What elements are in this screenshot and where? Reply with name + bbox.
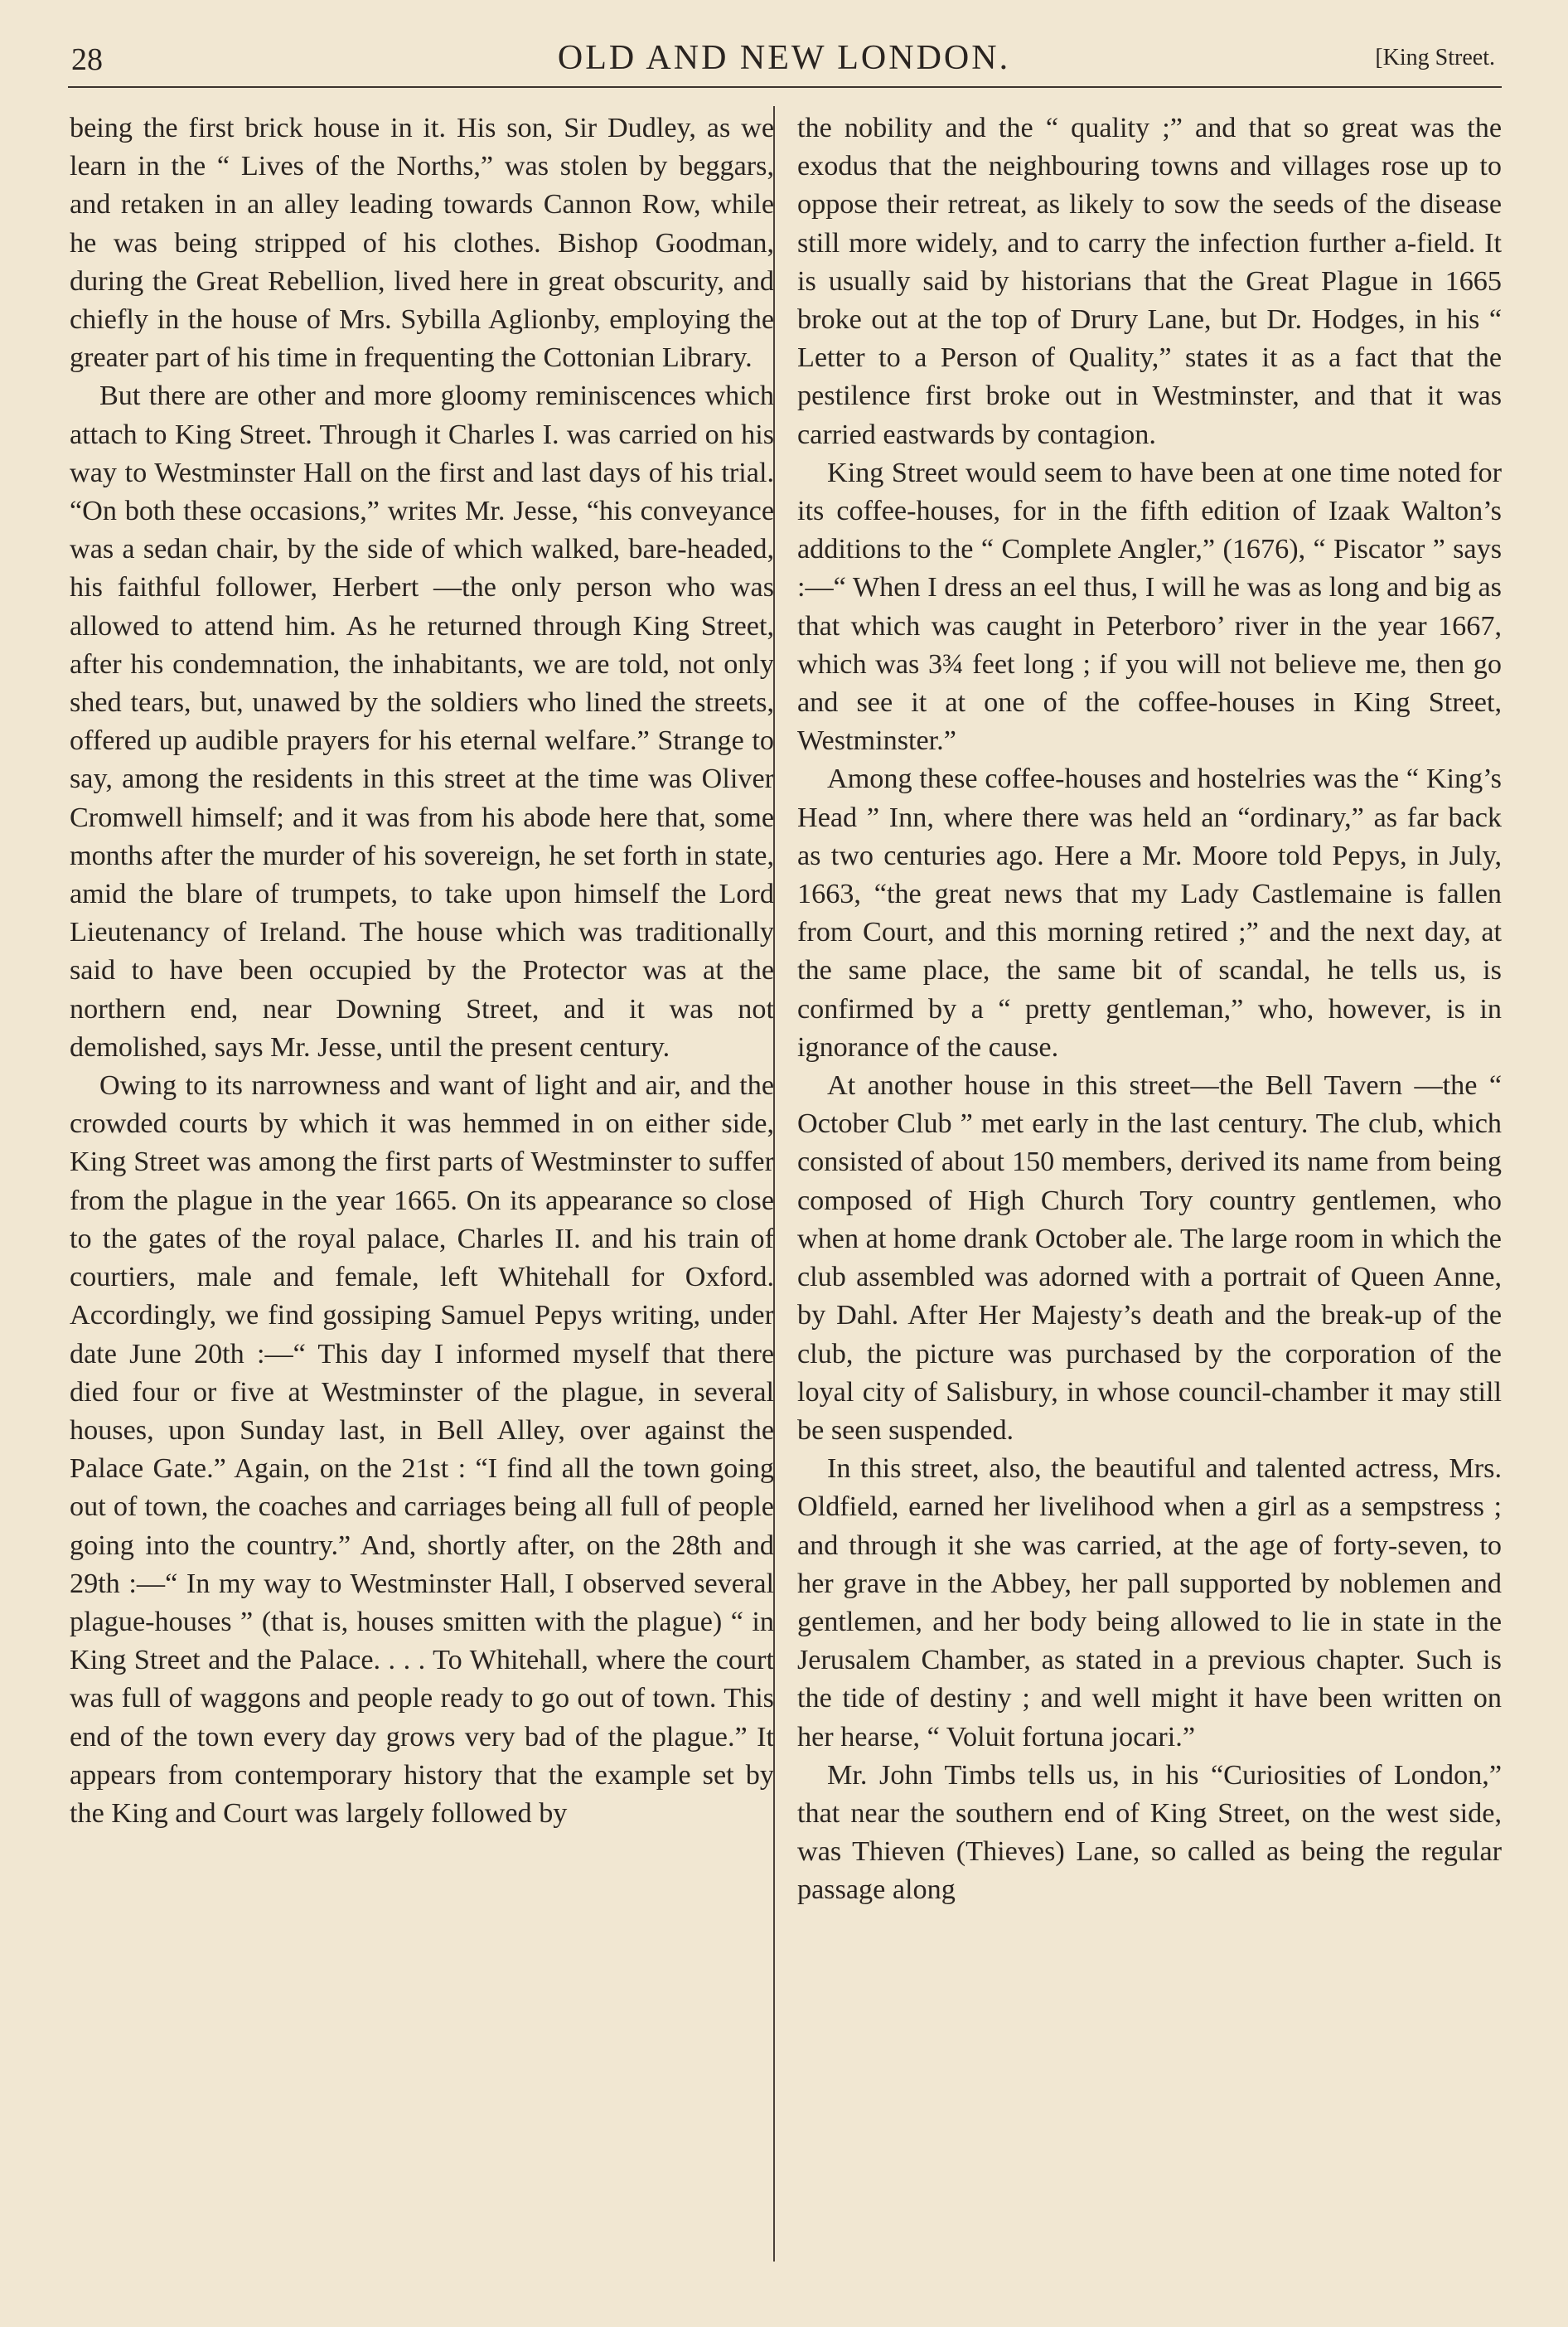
paragraph: being the first brick house in it. His son, Sir Dudley, as we learn in the “ Lives of the Norths,” was stolen by beggars, and retaken in an alley leading towards Cannon Row, while he was being stripped of his clothes. Bishop Goodman, during the Great Rebellion, lived here in great obscurity, and chiefly in the house of Mrs. Sybilla Aglionby, employing the greater part of his time in frequenting the Cottonian Library. [70, 113, 774, 374]
page-number: 28 [71, 42, 103, 77]
running-title: OLD AND NEW LONDON. [557, 39, 1011, 77]
paragraph: At another house in this street—the Bell Tavern —the “ October Club ” met early in the last century. The club, which consisted of about 150 members, derived its name from being composed of High Church Tory country gentlemen, who when at home drank October ale. The large room in which the club assembled was adorned with a portrait of Queen Anne, by Dahl. After Her Majesty’s death and the break-up of the club, the picture was purchased by the corporation of the loyal city of Salisbury, in whose council-chamber it may still be seen suspended. [797, 1070, 1502, 1446]
paragraph: the nobility and the “ quality ;” and that so great was the exodus that the neighbouring towns and villages rose up to oppose their retreat, as likely to sow the seeds of the disease still more widely, and to carry the infection further a-field. It is usually said by historians that the Great Plague in 1665 broke out at the top of Drury Lane, but Dr. Hodges, in his “ Letter to a Person of Quality,” states it as a fact that the pestilence first broke out in Westminster, and that it was carried eastwards by contagion. [797, 113, 1502, 450]
paragraph: King Street would seem to have been at one time noted for its coffee-houses, for in the fifth edition of Izaak Walton’s additions to the “ Complete Angler,” (1676), “ Piscator ” says :—“ When I dress an eel thus, I will he was as long and big as that which was caught in Peterboro’ river in the year 1667, which was 3¾ feet long ; if you will not believe me, then go and see it at one of the coffee-houses in King Street, Westminster.” [797, 457, 1502, 757]
header-rule [68, 86, 1502, 88]
section-title: [King Street. [1375, 45, 1495, 70]
column-divider [773, 106, 775, 2262]
paragraph: Owing to its narrowness and want of light and air, and the crowded courts by which it was hemmed in on either side, King Street was among the first parts of Westminster to suffer from the plague in the year 1665. On its appearance so close to the gates of the royal palace, Charles II. and his train of courtiers, male and female, left Whitehall for Oxford. Accordingly, we find gossiping Samuel Pepys writing, under date June 20th :—“ This day I informed myself that there died four or five at Westminster of the plague, in several houses, upon Sunday last, in Bell Alley, over against the Palace Gate.” Again, on the 21st : “I find all the town going out of town, the coaches and carriages being all full of people going into the country.” And, shortly after, on the 28th and 29th :—“ In my way to Westminster Hall, I observed several plague-houses ” (that is, houses smitten with the plague) “ in King Street and the Palace. . . . To Whitehall, where the court was full of waggons and people ready to go out of town. This end of the town every day grows very bad of the plague.” It appears from contemporary history that the example set by the King and Court was largely followed by [70, 1070, 774, 1829]
paragraph: But there are other and more gloomy reminiscences which attach to King Street. Through it Charles I. was carried on his way to Westminster Hall on the first and last days of his trial. “On both these occasions,” writes Mr. Jesse, “his conveyance was a sedan chair, by the side of which walked, bare-headed, his faithful follower, Herbert —the only person who was allowed to attend him. As he returned through King Street, after his condemnation, the inhabitants, we are told, not only shed tears, but, unawed by the soldiers who lined the streets, offered up audible prayers for his eternal welfare.” Strange to say, among the residents in this street at the time was Oliver Cromwell himself; and it was from his abode here that, some months after the murder of his sovereign, he set forth in state, amid the blare of trumpets, to take upon himself the Lord Lieutenancy of Ireland. The house which was traditionally said to have been occupied by the Protector was at the northern end, near Downing Street, and it was not demolished, says Mr. Jesse, until the present century. [70, 381, 774, 1063]
left-column [70, 109, 774, 1833]
right-column [797, 109, 1502, 1910]
paragraph: Mr. John Timbs tells us, in his “Curiosities of London,” that near the southern end of King Street, on the west side, was Thieven (Thieves) Lane, so called as being the regular passage along [797, 1759, 1502, 1906]
paragraph: Among these coffee-houses and hostelries was the “ King’s Head ” Inn, where there was held an “ordinary,” as far back as two centuries ago. Here a Mr. Moore told Pepys, in July, 1663, “the great news that my Lady Castlemaine is fallen from Court, and this morning retired ;” and the next day, at the same place, the same bit of scandal, he tells us, is confirmed by a “ pretty gentleman,” who, however, is in ignorance of the cause. [797, 764, 1502, 1063]
page-header [0, 0, 1568, 91]
paragraph: In this street, also, the beautiful and talented actress, Mrs. Oldfield, earned her livelihood when a girl as a sempstress ; and through it she was carried, at the age of forty-seven, to her grave in the Abbey, her pall supported by noblemen and gentlemen, and her body being allowed to lie in state in the Jerusalem Chamber, as stated in a previous chapter. Such is the tide of destiny ; and well might it have been written on her hearse, “ Voluit fortuna jocari.” [797, 1453, 1502, 1753]
